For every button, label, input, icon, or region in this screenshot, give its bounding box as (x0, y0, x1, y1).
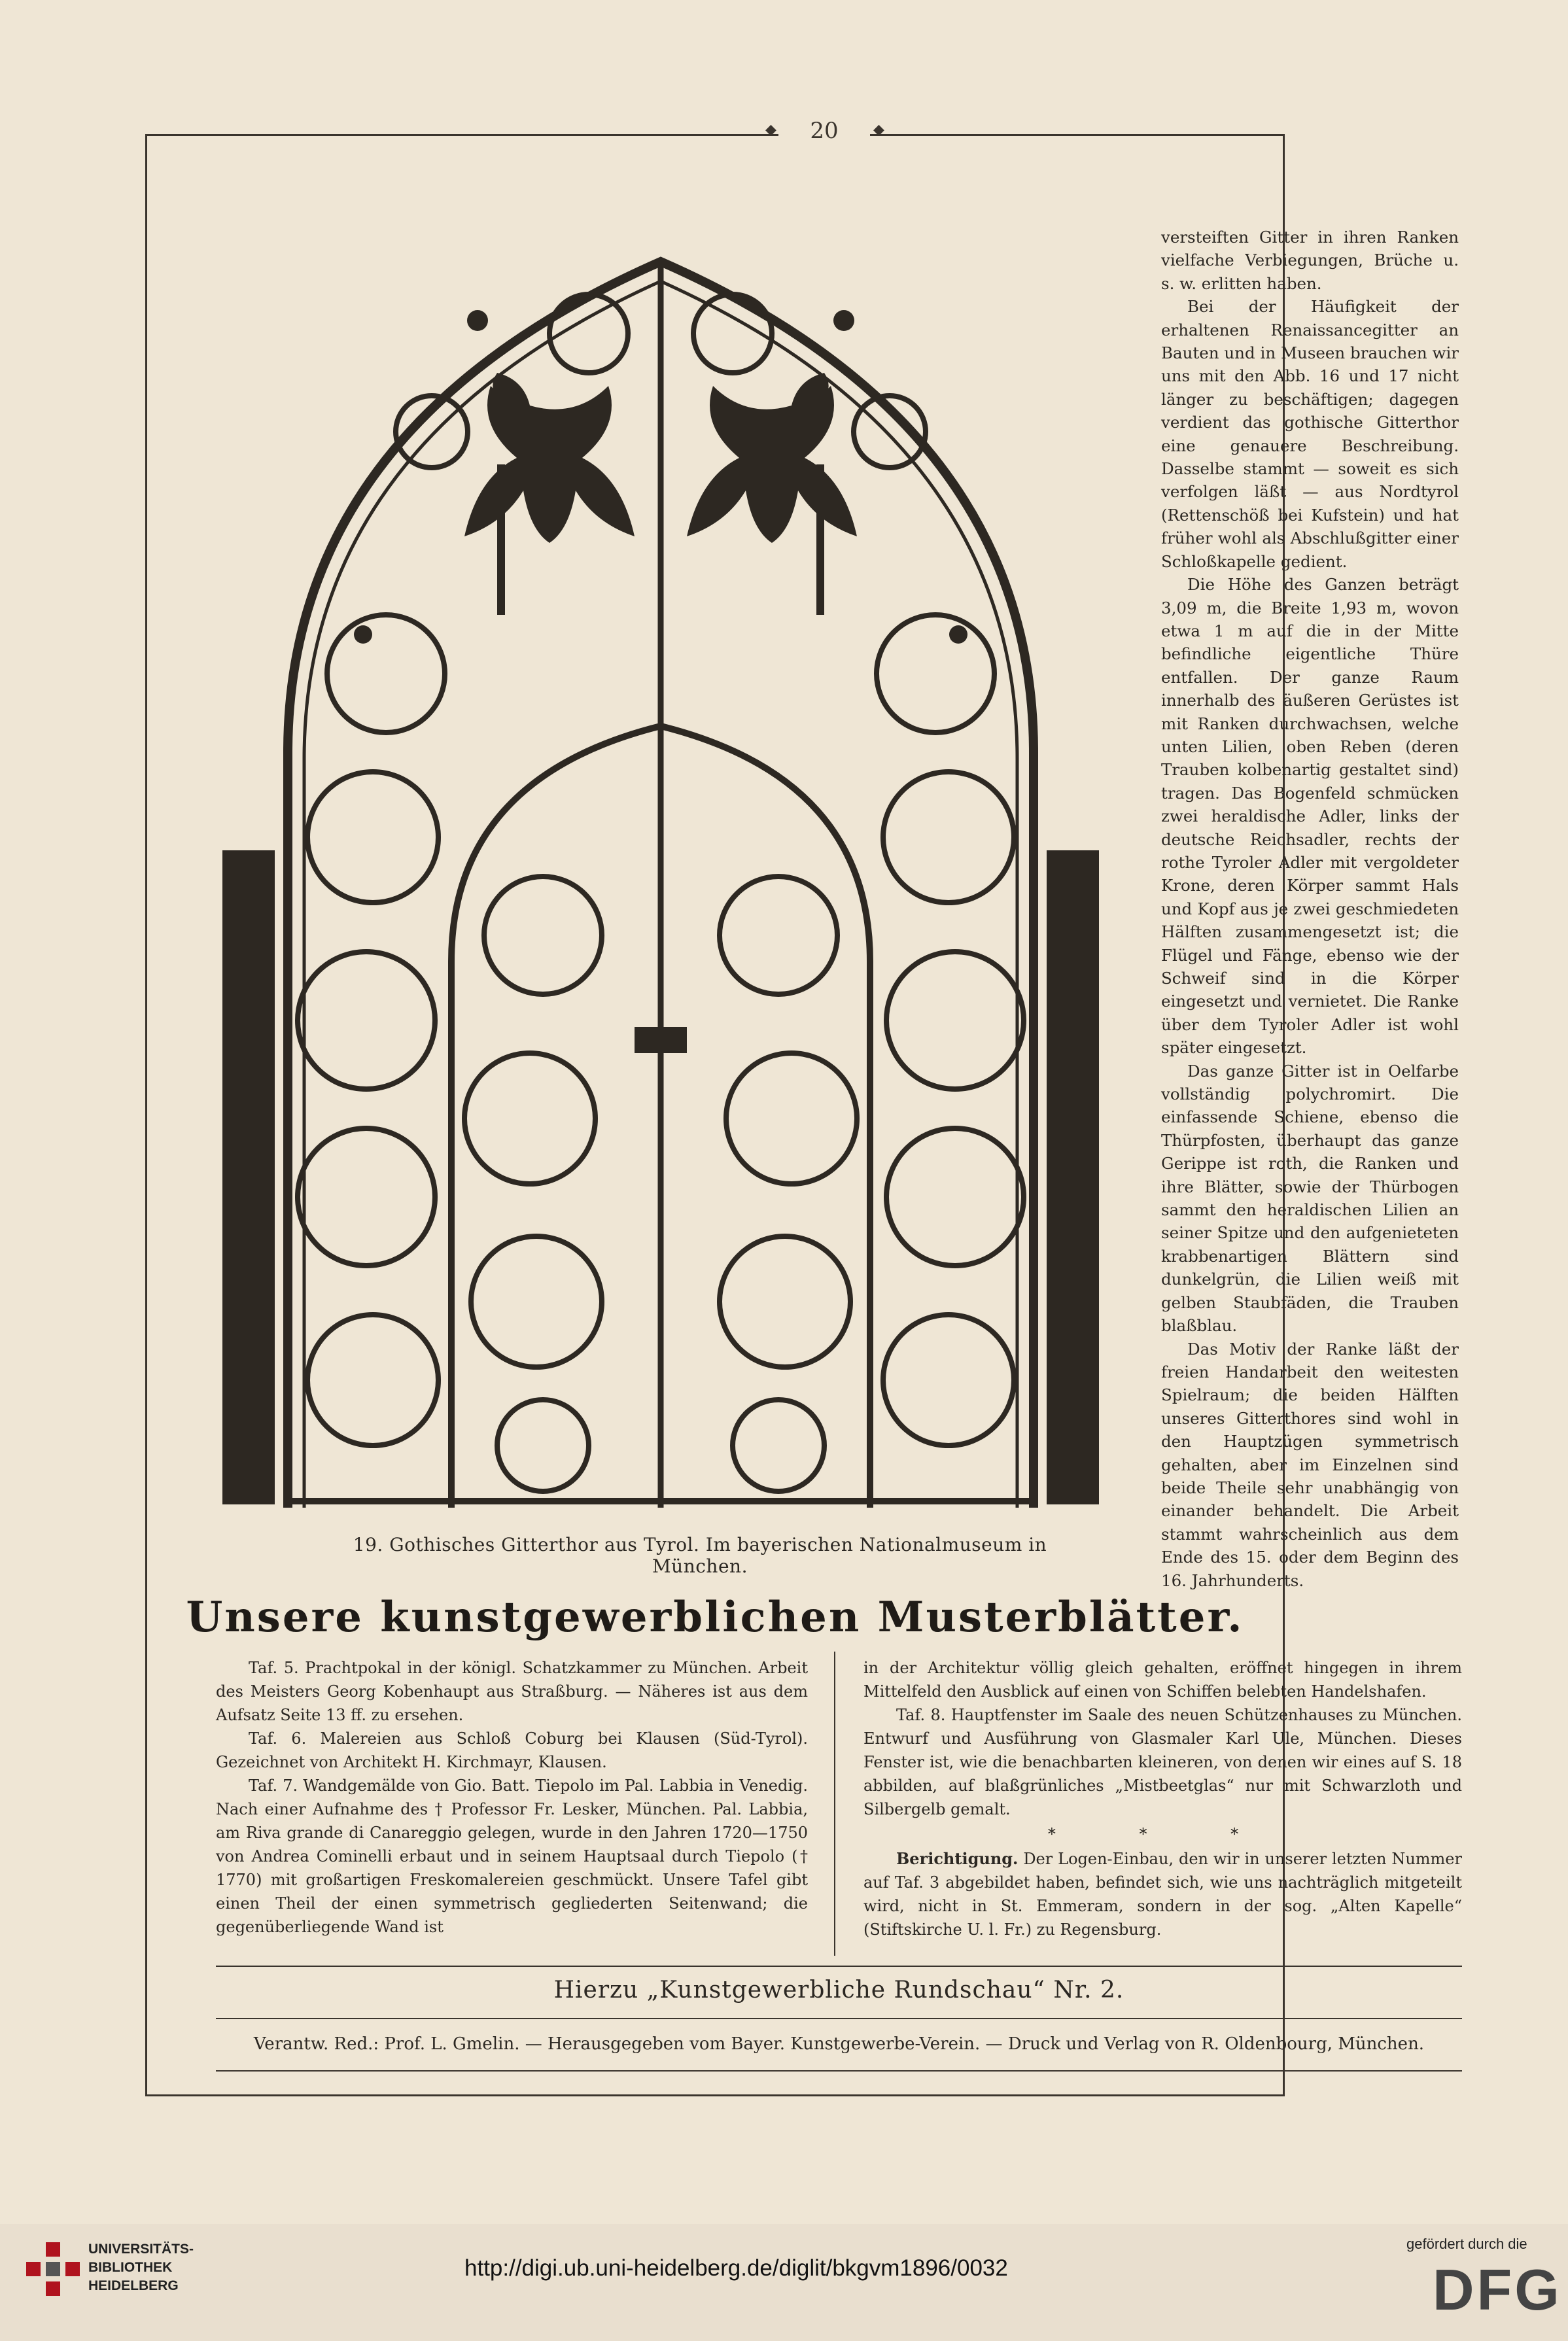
paragraph: Taf. 5. Prachtpokal in der königl. Schatzkammer zu München. Arbeit des Meisters Georg Kobenhaupt aus Straßburg. — Näheres ist aus dem Aufsatz Seite 13 ff. zu ersehen. (216, 1659, 808, 1724)
berichtigung-label: Berichtigung. (896, 1849, 1019, 1868)
rule-bottom (216, 2070, 1462, 2072)
funded-by-text: gefördert durch die (1406, 2236, 1527, 2252)
paragraph: Das Motiv der Ranke läßt der freien Handarbeit den weitesten Spielraum; die beiden Hälften unseres Gitterthores sind wohl in den Hauptzügen symmetrisch gehalten, aber im Einzelnen sind beide Theile sehr unabhängig von einander behandelt. Die Arbeit stammt wahrscheinlich aus dem Ende des 15. oder dem Beginn des 16. Jahrhunderts. (1161, 1339, 1459, 1590)
university-library-logo-icon (26, 2242, 80, 2296)
gothic-gate-illustration (216, 216, 1106, 1524)
paragraph: Taf. 7. Wandgemälde von Gio. Batt. Tiepolo im Pal. Labbia in Venedig. Nach einer Aufnahme des † Professor Fr. Lesker, München. Pal. Labbia, am Riva grande di Canareggio gelegen, wurde in den Jahren 1720—1750 von Andrea Cominelli erbaut und in seinem Hauptsaal durch Tiepolo († 1770) mit großartigen Freskomalereien geschmückt. Unsere Tafel gibt einen Theil der einen symmetrisch gegliederten Seitenwand; die gegenüberliegende Wand ist (216, 1777, 808, 1936)
library-line-1: UNIVERSITÄTS- (88, 2242, 194, 2257)
supplement-note: Hierzu „Kunstgewerbliche Rundschau“ Nr. 2. (553, 1977, 1124, 2003)
paragraph: Die Höhe des Ganzen beträgt 3,09 m, die Breite 1,93 m, wovon etwa 1 m auf die in der Mitte befindliche eigentliche Thüre entfallen. Der ganze Raum innerhalb des äußeren Gerüstes ist mit Ranken durchwachsen, welche unten Lilien, oben Reben (deren Trauben kolbenartig gestaltet sind) tragen. Das Bogenfeld schmücken zwei heraldische Adler, links der deutsche Reichsadler, rechts der rothe Tyroler Adler mit vergoldeter Krone, deren Körper sammt Hals und Kopf aus je zwei geschmiedeten Hälften zusammengesetzt ist; die Flügel und Fänge, ebenso wie der Schweif sind in die Körper eingesetzt und vernietet. Die Ranke über dem Tyroler Adler ist wohl später eingesetzt. (1161, 575, 1459, 1058)
ornament-left: ◆ (765, 122, 776, 138)
rule-middle (216, 2018, 1462, 2019)
gate-drawing (216, 216, 1106, 1524)
digitization-bar (0, 2224, 1568, 2341)
library-name (88, 2240, 194, 2295)
ornament-right: ◆ (873, 122, 884, 138)
rule-top (216, 1966, 1462, 1967)
library-line-2: BIBLIOTHEK (88, 2260, 173, 2275)
page-number: 20 (810, 118, 839, 144)
paragraph: Bei der Häufigkeit der erhaltenen Renaissancegitter an Bauten und in Museen brauchen wir uns mit den Abb. 16 und 17 nicht länger zu beschäftigen; dagegen verdient das gothische Gitterthor eine genauere Beschreibung. Dasselbe stammt — soweit es sich verfolgen läßt — aus Nordtyrol (Rettenschöß bei Kufstein) und hat früher wohl als Abschlußgitter einer Schloßkapelle gedient. (1161, 297, 1459, 571)
left-bottom-column (216, 1656, 808, 1939)
column-divider (834, 1652, 835, 1956)
paragraph: Taf. 8. Hauptfenster im Saale des neuen Schützenhauses zu München. Entwurf und Ausführung von Glasmaler Karl Ule, München. Dieses Fenster ist, wie die benachbarten kleineren, von denen wir eines auf S. 18 abbilden, auf blaßgrünliches „Mistbeetglas“ nur mit Schwarzloth und Silbergelb gemalt. (863, 1706, 1462, 1818)
separator-stars: * * * (1047, 1825, 1278, 1843)
section-heading: Unsere kunstgewerblichen Musterblätter. (186, 1593, 1244, 1642)
dfg-logo: DFG (1433, 2257, 1562, 2322)
berichtigung-paragraph (863, 1847, 1462, 1941)
berichtigung-text: Der Logen-Einbau, den wir in unserer letzten Nummer auf Taf. 3 abgebildet haben, befindet sich, wie uns nachträglich mitgeteilt wird, nicht in St. Emmeram, sondern in der sog. „Alten Kapelle“ (Stiftskirche U. l. Fr.) zu Regensburg. (863, 1850, 1462, 1939)
paragraph: Taf. 6. Malereien aus Schloß Coburg bei Klausen (Süd-Tyrol). Gezeichnet von Architekt H. Kirchmayr, Klausen. (216, 1729, 808, 1771)
figure-caption: 19. Gothisches Gitterthor aus Tyrol. Im bayerischen Nationalmuseum in München. (353, 1534, 1047, 1577)
right-bottom-column (863, 1656, 1462, 1941)
library-line-3: HEIDELBERG (88, 2278, 179, 2293)
paragraph: Das ganze Gitter ist in Oelfarbe vollständig polychromirt. Die einfassende Schiene, ebenso die Thürpfosten, überhaupt das ganze Gerippe ist roth, die Ranken und ihre Blätter, sowie der Thürbogen sammt den heraldischen Lilien an seiner Spitze und den aufgenieteten krabbenartigen Blättern sind dunkelgrün, die Lilien weiß mit gelben Staubfäden, die Trauben blaßblau. (1161, 1061, 1459, 1336)
imprint-footer: Verantw. Red.: Prof. L. Gmelin. — Herausgegeben vom Bayer. Kunstgewerbe-Verein. — Druck und Verlag von R. Oldenbourg, München. (253, 2034, 1425, 2054)
permalink-url[interactable]: http://digi.ub.uni-heidelberg.de/diglit/bkgvm1896/0032 (464, 2255, 1008, 2281)
paragraph: versteiften Gitter in ihren Ranken vielfache Verbiegungen, Brüche u. s. w. erlitten haben. (1161, 228, 1459, 293)
paragraph: in der Architektur völlig gleich gehalten, eröffnet hingegen in ihrem Mittelfeld den Ausblick auf einen von Schiffen belebten Handelshafen. (863, 1659, 1462, 1701)
right-column-text (1161, 226, 1459, 1592)
